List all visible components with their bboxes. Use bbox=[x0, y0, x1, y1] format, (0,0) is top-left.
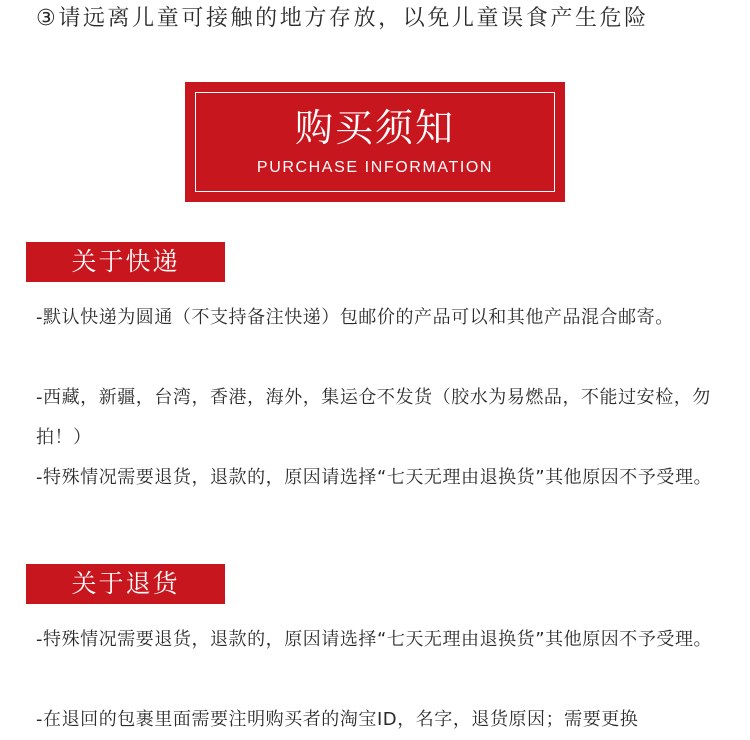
safety-note: ③请远离儿童可接触的地方存放，以免儿童误食产生危险 bbox=[36, 6, 649, 31]
banner-subtitle: PURCHASE INFORMATION bbox=[256, 159, 494, 176]
returns-item-return-reason: -特殊情况需要退货，退款的，原因请选择“七天无理由退换货”其他原因不予受理。 bbox=[36, 629, 713, 650]
section-heading-label: 关于快递 bbox=[71, 247, 180, 276]
section-heading-returns bbox=[26, 564, 225, 604]
section-heading-shipping bbox=[26, 242, 225, 282]
section-heading-label: 关于退货 bbox=[71, 569, 180, 598]
shipping-item-return-reason: -特殊情况需要退货，退款的，原因请选择“七天无理由退换货”其他原因不予受理。 bbox=[36, 467, 713, 488]
shipping-item-excluded-regions: -西藏，新疆，台湾，香港，海外，集运仓不发货（胶水为易燃品，不能过安检，勿拍！） bbox=[36, 387, 711, 448]
purchase-info-banner bbox=[185, 82, 565, 202]
shipping-item-default-courier: -默认快递为圆通（不支持备注快递）包邮价的产品可以和其他产品混合邮寄。 bbox=[36, 307, 674, 328]
returns-item-package-note: -在退回的包裹里面需要注明购买者的淘宝ID，名字，退货原因；需要更换 bbox=[36, 709, 639, 730]
banner-title: 购买须知 bbox=[294, 106, 455, 150]
